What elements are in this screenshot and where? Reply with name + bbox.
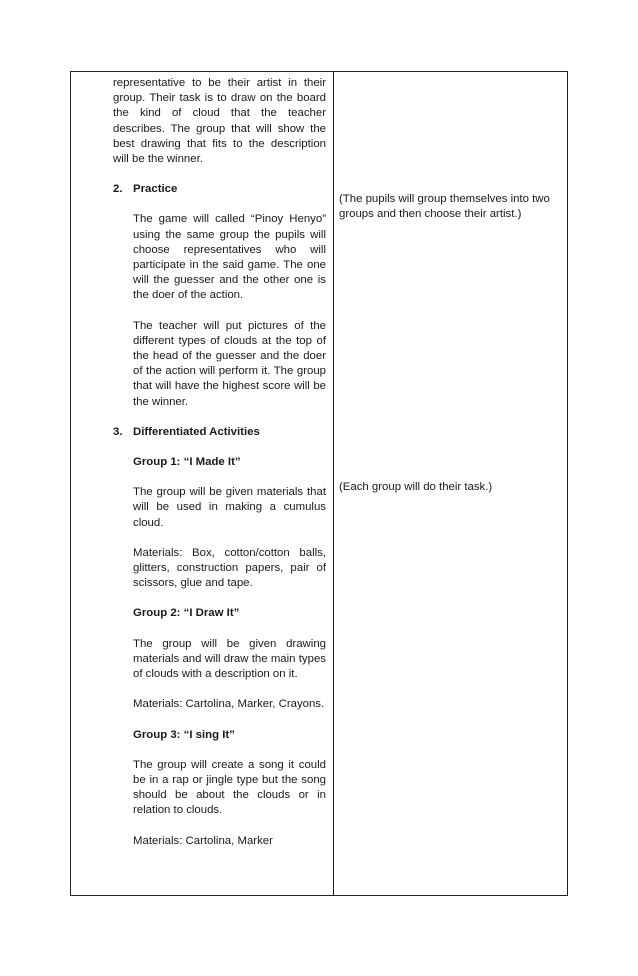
intro-paragraph: representative to be their artist in their group. Their task is to draw on the board the kind of cloud that the teacher describes. The group that will show the best drawing that fits to the description will be the winner.: [113, 77, 326, 166]
lesson-plan-table: [70, 71, 568, 896]
teacher-activity-column: [113, 76, 326, 849]
column-divider: [333, 72, 334, 895]
group-2-materials: Materials: Cartolina, Marker, Crayons.: [133, 698, 325, 711]
differentiated-number: 3.: [113, 425, 123, 438]
group-1-description: The group will be given materials that will be used in making a cumulus cloud.: [133, 486, 326, 529]
differentiated-title: Differentiated Activities: [133, 425, 260, 438]
pupil-activity-note-2: (Each group will do their task.): [339, 481, 493, 493]
group-2-description: The group will be given drawing materials and will draw the main types of clouds with a description on it.: [133, 637, 326, 681]
group-1-title: Group 1: “I Made It”: [133, 456, 241, 469]
group-1-materials: Materials: Box, cotton/cotton balls, glitters, construction papers, pair of scissors, glue and tape.: [133, 546, 326, 590]
group-3-title: Group 3: “I sing It”: [133, 728, 235, 741]
pupil-activity-note-1: (The pupils will group themselves into two groups and then choose their artist.): [339, 193, 550, 221]
practice-paragraph-1: The game will called “Pinoy Henyo” using the same group the pupils will choose representatives who will participate in the said game. The one will the guesser and the other one is the doer of the action.: [133, 213, 326, 302]
differentiated-heading: [113, 425, 326, 440]
group-2-title: Group 2: “I Draw It”: [133, 607, 240, 620]
practice-paragraph-2: The teacher will put pictures of the different types of clouds at the top of the head of the guesser and the doer of the action will perform it. The group that will have the highest score will be the winner.: [133, 319, 326, 408]
practice-heading: [113, 182, 326, 197]
group-3-description: The group will create a song it could be in a rap or jingle type but the song should be about the clouds or in relation to clouds.: [133, 758, 326, 817]
group-3-materials: Materials: Cartolina, Marker: [133, 834, 273, 847]
practice-number: 2.: [113, 183, 123, 196]
practice-title: Practice: [133, 183, 178, 196]
